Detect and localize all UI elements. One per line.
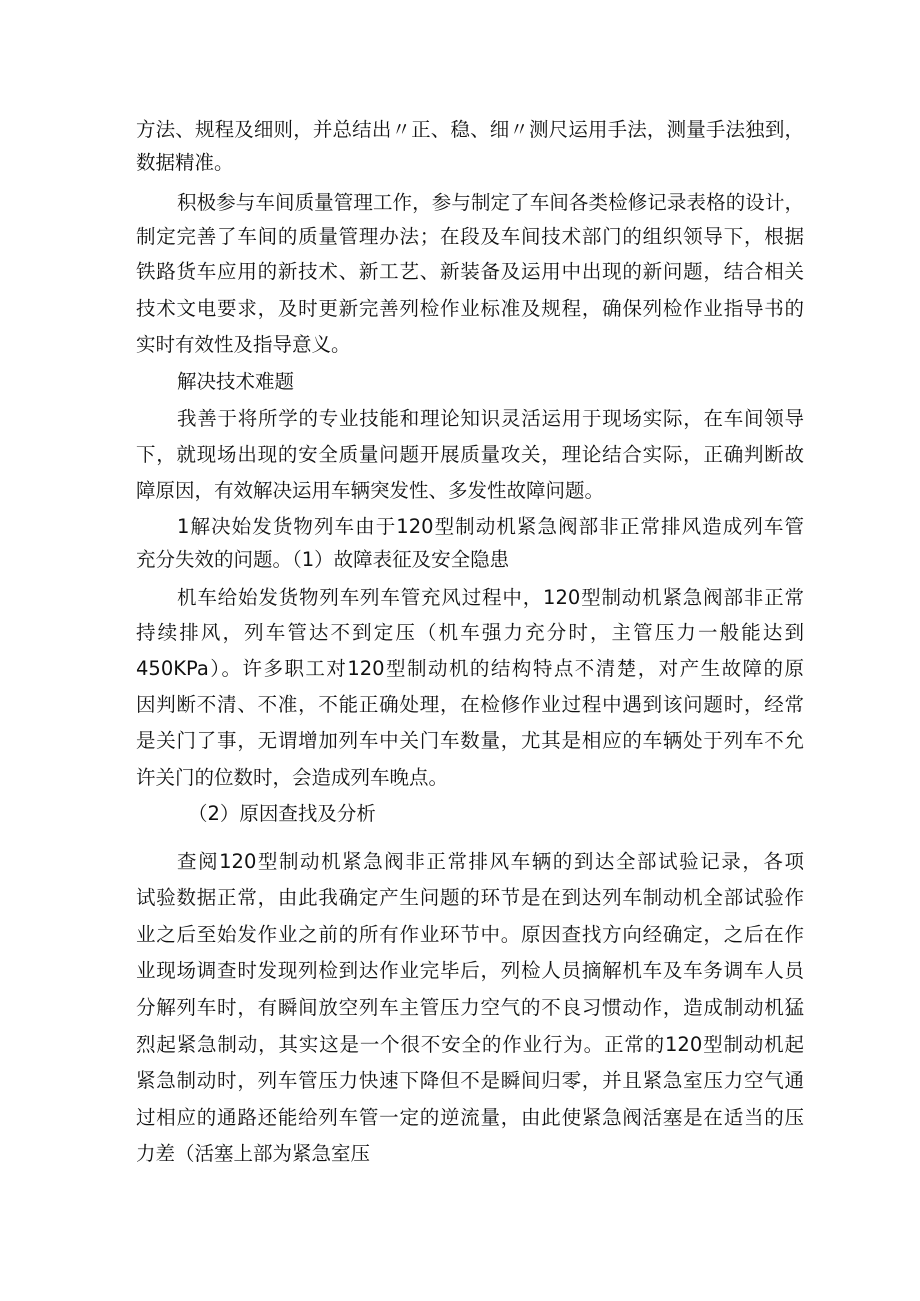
- text-line-10: 下，就现场出现的安全质量问题开展质量攻关，理论结合实际，正确判断故: [136, 443, 804, 466]
- section-heading: 解决技术难题: [177, 370, 295, 393]
- text-line-17: 因判断不清、不准，不能正确处理，在检修作业过程中遇到该问题时，经常: [136, 693, 804, 716]
- text-line-28: 过相应的通路还能给列车管一定的逆流量，由此使紧急阀活塞是在适当的压: [136, 1106, 804, 1129]
- text-line-15: 持续排风，列车管达不到定压（机车强力充分时，主管压力一般能达到: [136, 621, 804, 644]
- text-line-25: 分解列车时，有瞬间放空列车主管压力空气的不良习惯动作，造成制动机猛: [136, 996, 804, 1019]
- text-line-16: 450KPa）。许多职工对120型制动机的结构特点不清楚，对产生故障的原: [136, 657, 804, 680]
- text-line-29: 力差（活塞上部为紧急室压: [136, 1142, 371, 1165]
- text-line-7: 实时有效性及指导意义。: [136, 333, 351, 356]
- text-line-13: 充分失效的问题。（1）故障表征及安全隐患: [136, 548, 510, 571]
- text-line-26: 烈起紧急制动，其实这是一个很不安全的作业行为。正常的120型制动机起: [136, 1033, 804, 1056]
- text-line-19: 许关门的位数时，会造成列车晚点。: [136, 766, 449, 789]
- text-line-6: 技术文电要求，及时更新完善列检作业标准及规程，确保列检作业指导书的: [136, 297, 804, 320]
- subsection-heading: （2）原因查找及分析: [188, 802, 376, 825]
- text-line-21: 查阅120型制动机紧急阀非正常排风车辆的到达全部试验记录，各项: [177, 850, 804, 873]
- text-line-11: 障原因，有效解决运用车辆突发性、多发性故障问题。: [136, 479, 605, 502]
- text-line-4: 制定完善了车间的质量管理办法；在段及车间技术部门的组织领导下，根据: [136, 225, 804, 248]
- text-line-3: 积极参与车间质量管理工作，参与制定了车间各类检修记录表格的设计，: [177, 191, 804, 214]
- text-line-9: 我善于将所学的专业技能和理论知识灵活运用于现场实际，在车间领导: [177, 407, 804, 430]
- text-line-27: 紧急制动时，列车管压力快速下降但不是瞬间归零，并且紧急室压力空气通: [136, 1069, 804, 1092]
- text-line-2: 数据精准。: [136, 151, 234, 174]
- text-line-18: 是关门了事，无谓增加列车中关门车数量，尤其是相应的车辆处于列车不允: [136, 729, 804, 752]
- text-line-12: 1解决始发货物列车由于120型制动机紧急阀部非正常排风造成列车管: [177, 515, 804, 538]
- text-line-1: 方法、规程及细则，并总结出〃正、稳、细〃测尺运用手法，测量手法独到，: [136, 118, 804, 141]
- text-line-23: 业之后至始发作业之前的所有作业环节中。原因查找方向经确定，之后在作: [136, 923, 804, 946]
- text-line-14: 机车给始发货物列车列车管充风过程中，120型制动机紧急阀部非正常: [177, 586, 804, 609]
- text-line-5: 铁路货车应用的新技术、新工艺、新装备及运用中出现的新问题，结合相关: [136, 260, 804, 283]
- text-line-24: 业现场调查时发现列检到达作业完毕后，列检人员摘解机车及车务调车人员: [136, 959, 804, 982]
- text-line-22: 试验数据正常，由此我确定产生问题的环节是在到达列车制动机全部试验作: [136, 886, 804, 909]
